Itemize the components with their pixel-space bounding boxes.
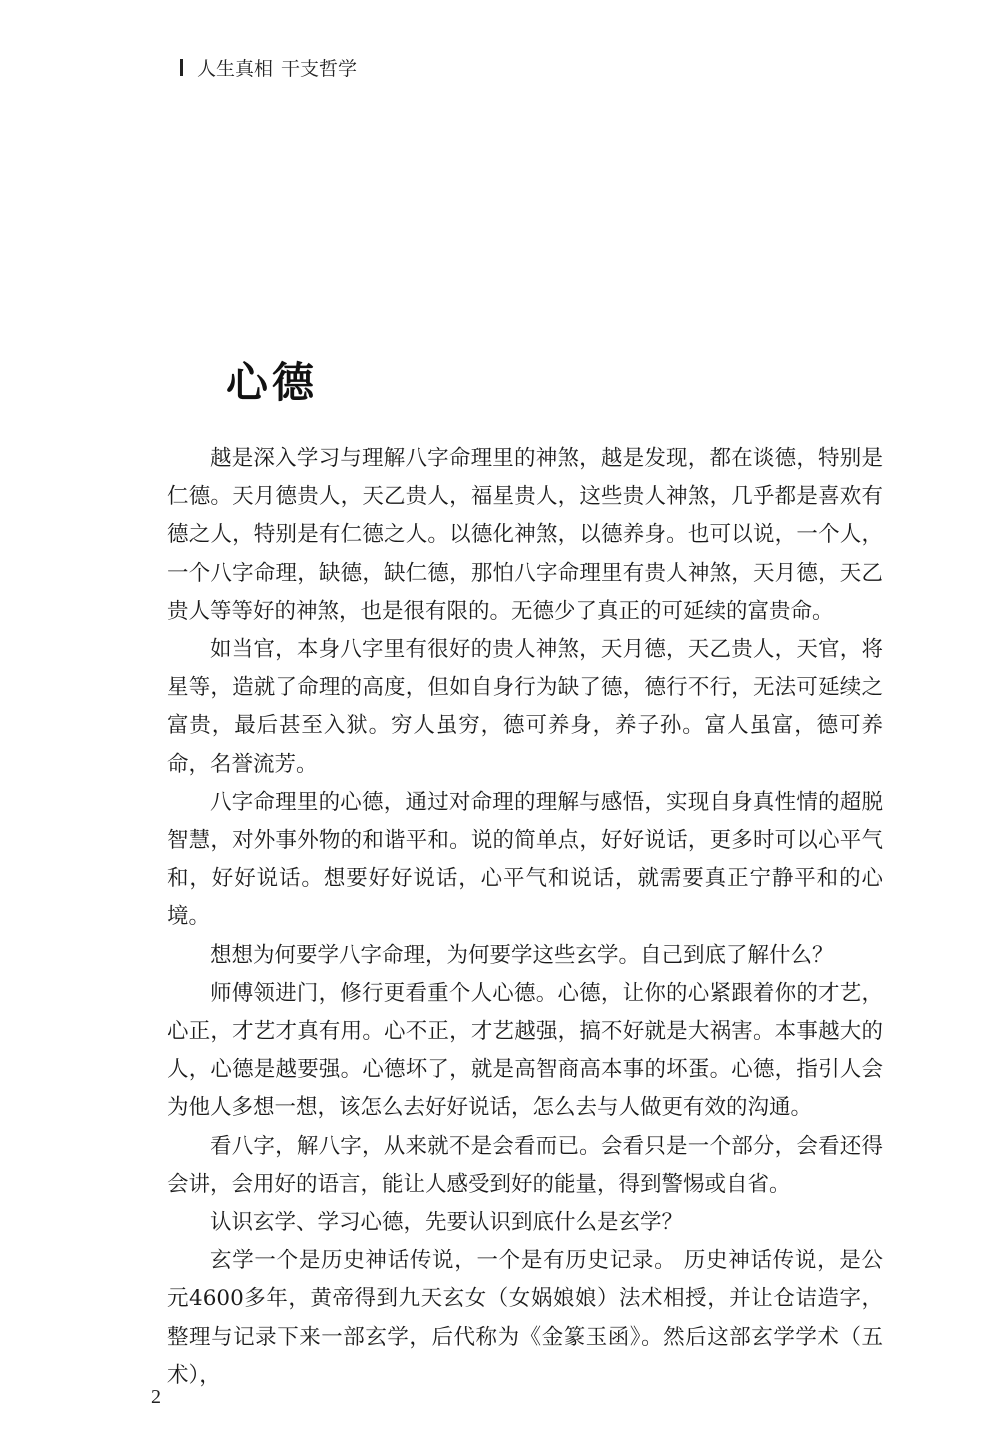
paragraph: 如当官，本身八字里有很好的贵人神煞，天月德，天乙贵人，天官，将星等，造就了命理的高度，但如自身行为缺了德，德行不行，无法可延续之富贵，最后甚至入狱。穷人虽穷，德可养身，养子孙。富人虽富，德可养命，名誉流芳。 [167, 637, 883, 777]
paragraph: 认识玄学、学习心德，先要认识到底什么是玄学？ [210, 1210, 684, 1236]
running-header [180, 54, 357, 81]
page-number: 2 [151, 1386, 161, 1408]
paragraph: 玄学一个是历史神话传说，一个是有历史记录。 历史神话传说，是公元4600多年，黄帝得到九天玄女（女娲娘娘）法术相授，并让仓诘造字，整理与记录下来一部玄学，后代称为《金篆玉函》。然后这部玄学学术（五术）， [167, 1248, 883, 1388]
paragraph: 师傅领进门，修行更看重个人心德。心德，让你的心紧跟着你的才艺，心正，才艺才真有用。心不正，才艺越强，搞不好就是大祸害。本事越大的人，心德是越要强。心德坏了，就是高智商高本事的坏蛋。心德，指引人会为他人多想一想，该怎么去好好说话，怎么去与人做更有效的沟通。 [167, 980, 883, 1121]
paragraph: 想想为何要学八字命理，为何要学这些玄学。自己到底了解什么？ [210, 942, 834, 968]
header-bar-decoration [180, 59, 183, 76]
paragraph: 看八字，解八字，从来就不是会看而已。会看只是一个部分，会看还得会讲，会用好的语言，能让人感受到好的能量，得到警惕或自省。 [167, 1133, 883, 1197]
chapter-body [167, 440, 883, 1395]
header-book-subtitle: 干支哲学 [281, 58, 358, 80]
paragraph: 越是深入学习与理解八字命理里的神煞，越是发现，都在谈德，特别是仁德。天月德贵人，天乙贵人，福星贵人，这些贵人神煞，几乎都是喜欢有德之人，特别是有仁德之人。以德化神煞，以德养身。也可以说，一个人，一个八字命理，缺德，缺仁德，那怕八字命理里有贵人神煞，天月德，天乙贵人等等好的神煞，也是很有限的。无德少了真正的可延续的富贵命。 [167, 446, 883, 624]
paragraph: 八字命理里的心德，通过对命理的理解与感悟，实现自身真性情的超脱智慧，对外事外物的和谐平和。说的简单点，好好说话，更多时可以心平气和，好好说话。想要好好说话，心平气和说话，就需要真正宁静平和的心境。 [167, 789, 883, 930]
header-book-title: 人生真相 [197, 58, 274, 80]
chapter-title: 心德 [226, 358, 319, 408]
